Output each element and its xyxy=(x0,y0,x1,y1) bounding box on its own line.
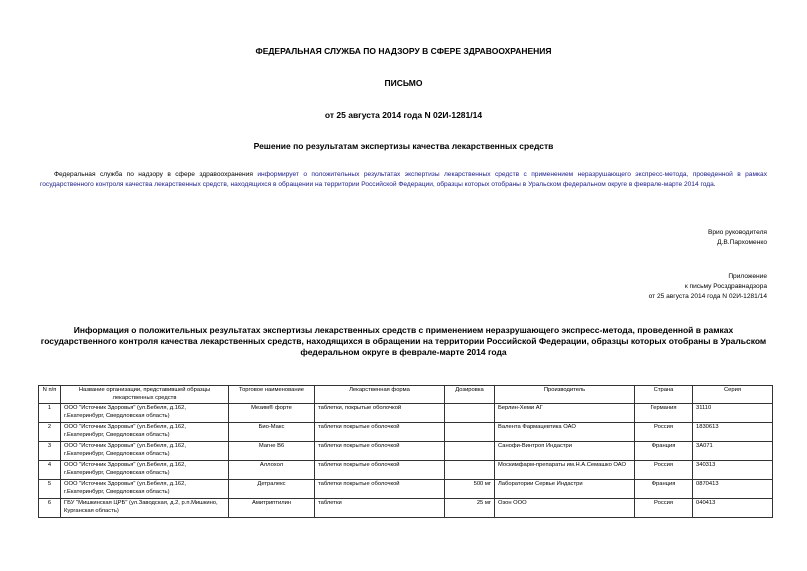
signature-name: Д.В.Пархоменко xyxy=(717,239,767,246)
cell-dose xyxy=(445,461,495,480)
cell-dosage-form: таблетки, покрытые оболочкой xyxy=(315,404,445,423)
body-paragraph xyxy=(40,170,767,190)
cell-country: Россия xyxy=(635,461,693,480)
body-intro: Федеральная служба по надзору в сфере здравоохранения xyxy=(54,171,258,178)
header-dose: Дозировка xyxy=(445,386,495,404)
cell-dose: 500 мг xyxy=(445,480,495,499)
cell-manufacturer: Валента Фармацевтика ОАО xyxy=(495,423,635,442)
cell-manufacturer: Санофи-Винтроп Индастри xyxy=(495,442,635,461)
cell-country: Россия xyxy=(635,499,693,518)
header-series: Серия xyxy=(693,386,773,404)
cell-num: 4 xyxy=(39,461,61,480)
cell-dosage-form: таблетки покрытые оболочкой xyxy=(315,442,445,461)
appendix-label: Приложение xyxy=(728,273,767,280)
cell-trade-name: Детралекс xyxy=(229,480,315,499)
table-row xyxy=(39,461,773,480)
table-title: Информация о положительных результатах экспертизы лекарственных средств с применением неразрушающего экспресс-метода, проведенной в рамках государственного контроля качества лекарственных средств, находящихся в обращении на территории Российской Федерации, образцы которых отобраны в Уральском федеральном округе в феврале-марте 2014 года xyxy=(40,325,767,357)
document-date: от 25 августа 2014 года N 02И-1281/14 xyxy=(324,110,483,120)
cell-dose xyxy=(445,404,495,423)
cell-dosage-form: таблетки покрытые оболочкой xyxy=(315,423,445,442)
table-row xyxy=(39,442,773,461)
cell-series: 340313 xyxy=(693,461,773,480)
appendix-date: от 25 августа 2014 года N 02И-1281/14 xyxy=(648,293,767,300)
signature-block xyxy=(708,228,767,248)
cell-dosage-form: таблетки xyxy=(315,499,445,518)
cell-num: 5 xyxy=(39,480,61,499)
cell-series: 040413 xyxy=(693,499,773,518)
cell-trade-name: Магне В6 xyxy=(229,442,315,461)
cell-num: 2 xyxy=(39,423,61,442)
cell-country: Германия xyxy=(635,404,693,423)
table-row xyxy=(39,404,773,423)
header-organization: Название организации, представившей образцы лекарственных средств xyxy=(61,386,229,404)
cell-num: 1 xyxy=(39,404,61,423)
body-link[interactable]: информирует о положительных результатах экспертизы лекарственных средств с применением неразрушающего экспресс-метода, проведенной в рамках государственного контроля качества лекарственных средств, находящихся в обращении на территории Российской Федерации, образцы которых отобраны в Уральском федеральном округе в феврале-марте 2014 года xyxy=(40,171,767,188)
cell-organization: ООО "Источник Здоровья" (ул.Бебеля, д.162, г.Екатеринбург, Свердловская область) xyxy=(61,423,229,442)
cell-manufacturer: Озон ООО xyxy=(495,499,635,518)
header-trade-name: Торговое наименование xyxy=(229,386,315,404)
appendix-block xyxy=(649,272,767,302)
cell-dose xyxy=(445,442,495,461)
document-type: ПИСЬМО xyxy=(384,78,423,88)
cell-country: Франция xyxy=(635,480,693,499)
cell-organization: ГБУ "Мишкинская ЦРБ" (ул.Заводская, д.2, р.п.Мишкино, Курганская область) xyxy=(61,499,229,518)
header-dosage-form: Лекарственная форма xyxy=(315,386,445,404)
cell-dose: 25 мг xyxy=(445,499,495,518)
cell-trade-name: Аллохол xyxy=(229,461,315,480)
cell-manufacturer: Берлин-Хеми АГ xyxy=(495,404,635,423)
cell-manufacturer: Лаборатории Сервье Индастри xyxy=(495,480,635,499)
document-subject: Решение по результатам экспертизы качества лекарственных средств xyxy=(253,141,554,151)
table-row xyxy=(39,480,773,499)
cell-dosage-form: таблетки покрытые оболочкой xyxy=(315,480,445,499)
cell-dosage-form: таблетки покрытые оболочкой xyxy=(315,461,445,480)
cell-organization: ООО "Источник Здоровья" (ул.Бебеля, д.162, г.Екатеринбург, Свердловская область) xyxy=(61,442,229,461)
signature-position: Врио руководителя xyxy=(707,229,767,236)
header-country: Страна xyxy=(635,386,693,404)
cell-num: 6 xyxy=(39,499,61,518)
cell-country: Франция xyxy=(635,442,693,461)
organization-title: ФЕДЕРАЛЬНАЯ СЛУЖБА ПО НАДЗОРУ В СФЕРЕ ЗДРАВООХРАНЕНИЯ xyxy=(255,46,552,56)
cell-series: 0870413 xyxy=(693,480,773,499)
cell-series: 3А071 xyxy=(693,442,773,461)
cell-dose xyxy=(445,423,495,442)
cell-trade-name: Мезим® форте xyxy=(229,404,315,423)
cell-trade-name: Амитриптилин xyxy=(229,499,315,518)
body-end: . xyxy=(713,181,716,188)
table-row xyxy=(39,423,773,442)
cell-organization: ООО "Источник Здоровья" (ул.Бебеля, д.162, г.Екатеринбург, Свердловская область) xyxy=(61,404,229,423)
cell-manufacturer: Москимфарм-препараты им.Н.А.Семашко ОАО xyxy=(495,461,635,480)
cell-series: 31110 xyxy=(693,404,773,423)
header-manufacturer: Производитель xyxy=(495,386,635,404)
cell-country: Россия xyxy=(635,423,693,442)
cell-series: 1830613 xyxy=(693,423,773,442)
table-row xyxy=(39,499,773,518)
header-num: N п/п xyxy=(39,386,61,404)
table-header-row xyxy=(39,386,773,404)
cell-trade-name: Био-Макс xyxy=(229,423,315,442)
results-table xyxy=(38,385,773,518)
cell-organization: ООО "Источник Здоровья" (ул.Бебеля, д.162, г.Екатеринбург, Свердловская область) xyxy=(61,461,229,480)
cell-num: 3 xyxy=(39,442,61,461)
cell-organization: ООО "Источник Здоровья" (ул.Бебеля, д.162, г.Екатеринбург, Свердловская область) xyxy=(61,480,229,499)
appendix-reference: к письму Росздравнадзора xyxy=(684,283,767,290)
